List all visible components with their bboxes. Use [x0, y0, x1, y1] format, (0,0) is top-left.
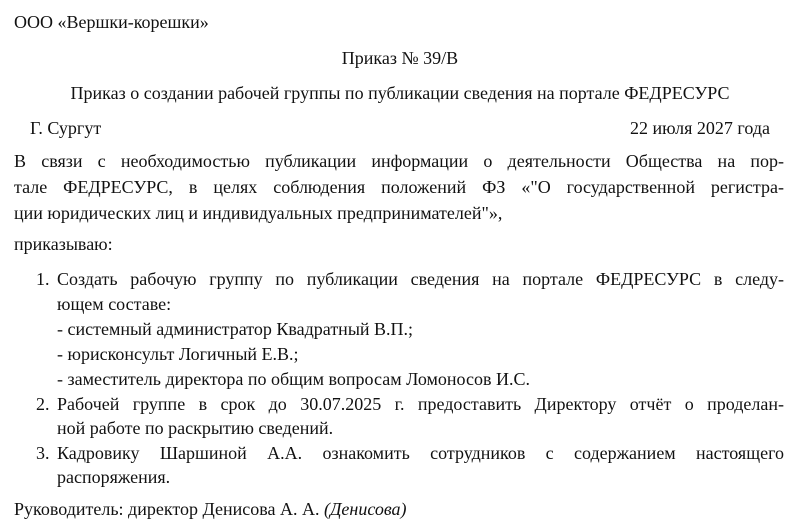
preamble-line: В связи с необходимостью публикации информации о деятельности Общества на пор- [14, 151, 784, 171]
list-item-text: ной работе по раскрытию сведений. [57, 418, 334, 438]
list-item-number: 3. [36, 443, 50, 463]
member-line: - заместитель директора по общим вопросам Ломоносов И.С. [57, 369, 530, 389]
list-item-text: Кадровику Шаршиной А.А. ознакомить сотрудников с содержанием настоящего [57, 443, 784, 463]
signature-line [14, 496, 407, 522]
order-word: приказываю: [14, 234, 113, 254]
list-item-number: 1. [36, 269, 50, 289]
preamble-line: тале ФЕДРЕСУРС, в целях соблюдения положений ФЗ «"О государственной регистра- [14, 177, 784, 197]
order-number: Приказ № 39/В [341, 48, 459, 68]
member-line: - юрисконсульт Логичный Е.В.; [57, 344, 299, 364]
list-item-text: Рабочей группе в срок до 30.07.2025 г. предоставить Директору отчёт о проделан- [57, 394, 784, 414]
list-item-text: распоряжения. [57, 467, 171, 487]
signature-text: Руководитель: директор Денисова А. А. [14, 499, 320, 519]
preamble-line: ции юридических лиц и индивидуальных предпринимателей"», [14, 203, 503, 223]
list-item-text: Создать рабочую группу по публикации сведения на портале ФЕДРЕСУРС в следу- [57, 269, 784, 289]
member-line: - системный администратор Квадратный В.П.; [57, 319, 414, 339]
city: Г. Сургут [30, 118, 102, 138]
list-item-number: 2. [36, 394, 50, 414]
handwritten-signature: (Денисова) [323, 499, 407, 519]
list-item-text: ющем составе: [57, 294, 172, 314]
organization-name: ООО «Вершки-корешки» [14, 12, 209, 32]
order-date: 22 июля 2027 года [630, 118, 770, 138]
order-title: Приказ о создании рабочей группы по публикации сведения на портале ФЕДРЕСУРС [70, 83, 730, 103]
